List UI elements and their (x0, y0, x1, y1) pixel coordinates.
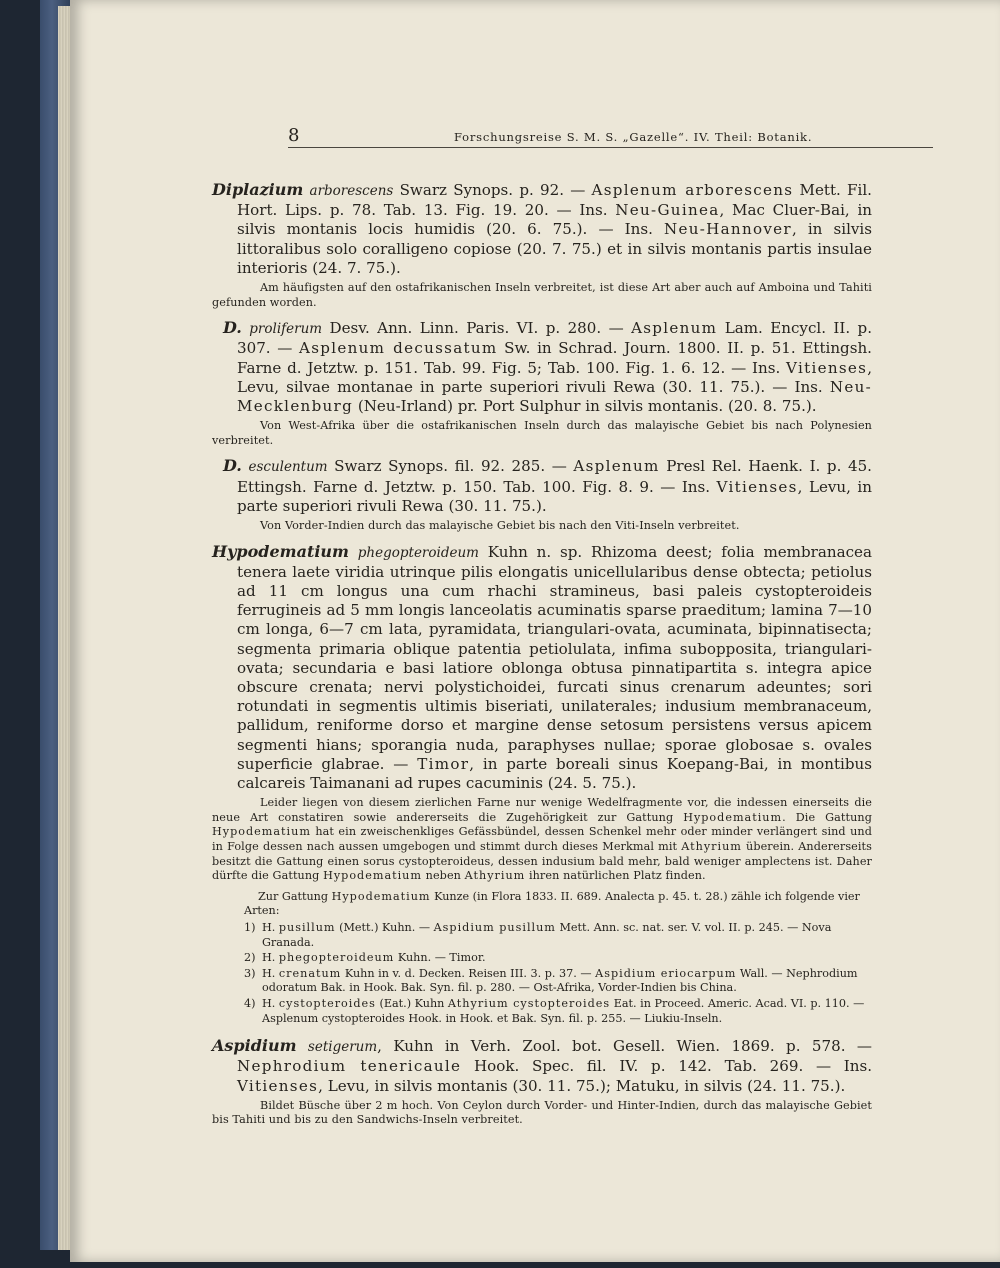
species-entry: D. esculentum Swarz Synops. fil. 92. 285. — Asplenum Presl Rel. Haenk. I. p. 45. Ettingsh. Farne d. Jetztw. p. 150. Tab. 100. Fig. 8. 9. — Ins. Vitienses, Levu, in parte superiori rivuli Rewa (30. 11. 75.). (223, 456, 872, 515)
species-entry: Hypodematium phegopteroideum Kuhn n. sp. Rhizoma deest; folia membranacea tenera laete viridia utrinque pilis elongatis unicellularibus dense obtecta; petiolus ad 11 cm longus una cum rhachi stramineus, basi paleis cystopteroideis ferrugineis ad 5 mm longis lanceolatis acuminatis sparse praeditum; lamina 7—10 cm longa, 6—7 cm lata, pyramidata, triangulari-ovata, acuminata, bipinnatisecta; segmenta primaria oblique patentia petiolulata, infima subopposita, triangulari-ovata; secundaria e basi latiore oblonga obtusa pinnatipartita s. integra apice obscure crenata; nervi polystichoidei, furcati sinus crenarum adeuntes; sori rotundati in segmentis ultimis biseriati, unilaterales; indusium membranaceum, pallidum, reniforme dorso et margine dense setosum persistens versus apicem segmenti hians; sporangia nuda, paraphyses nullae; sporae globosae s. ovales superficie glabrae. — Timor, in parte boreali sinus Koepang-Bai, in montibus calcareis Taimanani ad rupes cacuminis (24. 5. 75.). (212, 541, 873, 793)
list-item: 1) H. pusillum (Mett.) Kuhn. — Aspidium pusillum Mett. Ann. sc. nat. ser. V. vol. II. p. 245. — Nova Granada. (244, 921, 832, 949)
species-list (212, 890, 872, 1026)
genus-name: Diplazium (212, 180, 304, 199)
genus-name: D. (223, 318, 242, 338)
species-epithet: esculentum (248, 459, 328, 476)
species-entry: Diplazium arborescens Swarz Synops. p. 92. — Asplenum arborescens Mett. Fil. Hort. Lips. p. 78. Tab. 13. Fig. 19. 20. — Ins. Neu-Guinea, Mac Cluer-Bai, in silvis montanis locis humidis (20. 6. 75.). — Ins. Neu-Hannover, in silvis littoralibus solo coralligeno copiose (20. 7. 75.) et in silvis montanis partis insulae interioris (24. 7. 75.). (212, 180, 872, 277)
genus-name: Aspidium (212, 1036, 297, 1056)
species-list-intro: Zur Gattung Hypodematium Kunze (in Flora 1833. II. 689. Analecta p. 45. t. 28.) zähle ich folgende vier Arten: (244, 889, 860, 918)
distribution-note: Am häufigsten auf den ostafrikanischen Inseln verbreitet, ist diese Art aber auch auf Amboina und Tahiti gefunden worden. (212, 281, 872, 309)
running-head: Forschungsreise S. M. S. „Gazelle“. IV. Theil: Botanik. (454, 130, 813, 144)
page-body (212, 180, 872, 1136)
species-epithet: phegopteroideum (357, 544, 479, 561)
distribution-note: Von Vorder-Indien durch das malayische Gebiet bis nach den Viti-Inseln verbreitet. (260, 519, 740, 533)
species-epithet: proliferum (249, 321, 323, 338)
species-entry: D. proliferum Desv. Ann. Linn. Paris. VI. p. 280. — Asplenum Lam. Encycl. II. p. 307. — Asplenum decussatum Sw. in Schrad. Journ. 1800. II. p. 51. Ettingsh. Farne d. Jetztw. p. 151. Tab. 99. Fig. 5; Tab. 100. Fig. 1. 6. 12. — Ins. Vitienses, Levu, silvae montanae in parte superiori rivuli Rewa (30. 11. 75.). — Ins. Neu-Mecklenburg (Neu-Irland) pr. Port Sulphur in silvis montanis. (20. 8. 75.). (223, 318, 872, 416)
distribution-note: Bildet Büsche über 2 m hoch. Von Ceylon durch Vorder- und Hinter-Indien, durch das malayische Gebiet bis Tahiti und bis zu den Sandwichs-Inseln verbreitet. (212, 1098, 872, 1127)
book-page (70, 0, 1000, 1262)
page-header (288, 125, 933, 148)
species-epithet: arborescens (309, 183, 394, 199)
distribution-note: Von West-Afrika über die ostafrikanischen Inseln durch das malayische Gebiet bis nach Polynesien verbreitet. (212, 419, 872, 447)
genus-name: Hypodematium (212, 541, 349, 561)
list-item: 3) H. crenatum Kuhn in v. d. Decken. Reisen III. 3. p. 37. — Aspidium eriocarpum Wall. — Nephrodium odoratum Bak. in Hook. Bak. Syn. fil. p. 280. — Ost-Afrika, Vorder-Indien bis China. (244, 966, 858, 995)
genus-name: D. (223, 456, 242, 476)
species-entry: Aspidium setigerum, Kuhn in Verh. Zool. bot. Gesell. Wien. 1869. p. 578. — Nephrodium tenericaule Hook. Spec. fil. IV. p. 142. Tab. 269. — Ins. Vitienses, Levu, in silvis montanis (30. 11. 75.); Matuku, in silvis (24. 11. 75.). (212, 1036, 872, 1095)
discussion-note: Leider liegen von diesem zierlichen Farne nur wenige Wedelfragmente vor, die indessen einerseits die neue Art constatiren sowie andererseits die Zugehörigkeit zur Gattung Hypodematium. Die Gattung Hypodematium hat ein zweischenkliges Gefässbündel, dessen Schenkel mehr oder minder verlängert sind und in Folge dessen nach aussen umgebogen und stimmt durch dieses Merkmal mit Athyrium überein. Andererseits besitzt die Gattung einen sorus cystopteroideus, dessen indusium bald mehr, bald weniger amplectens ist. Daher dürfte die Gattung Hypodematium neben Athyrium ihren natürlichen Platz finden. (212, 796, 872, 883)
page-number: 8 (288, 125, 300, 146)
list-item: 4) H. cystopteroides (Eat.) Kuhn Athyrium cystopteroides Eat. in Proceed. Americ. Acad. VI. p. 110. — Asplenum cystopteroides Hook. in Hook. et Bak. Syn. fil. p. 255. — Liukiu-Inseln. (244, 996, 865, 1025)
species-epithet: setigerum (307, 1039, 378, 1056)
list-item: 2) H. phegopteroideum Kuhn. — Timor. (244, 951, 486, 965)
